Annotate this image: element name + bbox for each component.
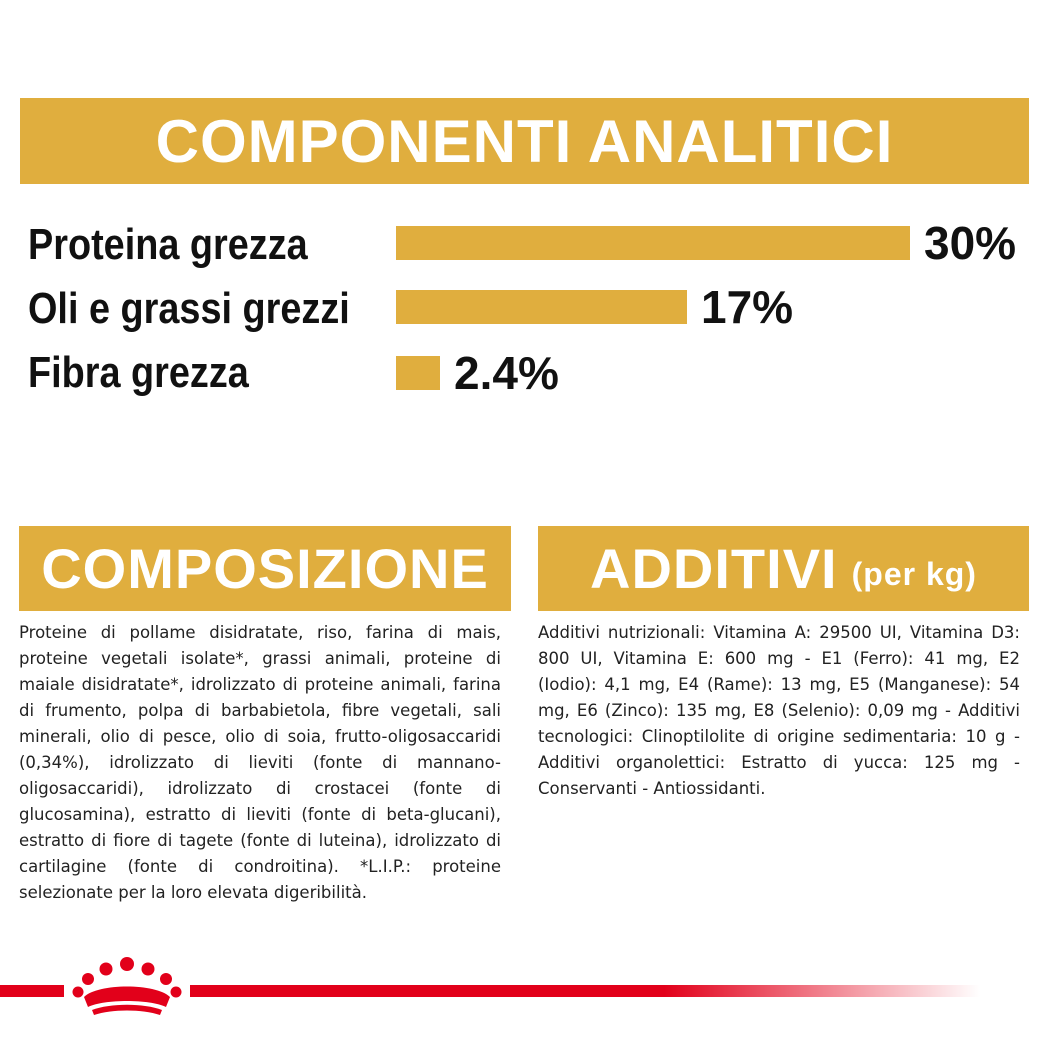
analytic-label-fat: Oli e grassi grezzi [28,284,350,333]
crown-icon [70,955,184,1017]
analytic-value-fibre: 2.4% [454,347,559,399]
analytic-bar-fat [396,290,687,324]
analytic-components-banner [20,98,1029,184]
analytic-label-fibre: Fibra grezza [28,348,249,397]
analytic-label-protein: Proteina grezza [28,220,308,269]
brand-line-right [190,985,980,997]
composition-banner [19,526,511,611]
additives-banner [538,526,1029,611]
additives-subtitle: (per kg) [851,556,977,592]
analytic-bar-fibre [396,356,440,390]
additives-title: ADDITIVI [590,537,838,600]
analytic-value-fat: 17% [701,281,794,333]
analytic-components-title: COMPONENTI ANALITICI [155,107,894,175]
composition-title: COMPOSIZIONE [41,537,489,600]
composition-text: Proteine di pollame disidratate, riso, farina di mais, proteine vegetali isolate*, grassi animali, proteine di maiale disidratate*, idrolizzato di proteine animali, farina di frumento, polpa di barbabietola, fibre vegetali, sali minerali, olio di pesce, olio di soia, frutto-oligosaccaridi (0,34%), idrolizzato di lieviti (fonte di mannano-oligosaccaridi), idrolizzato di crostacei (fonte di glucosamina), estratto di lieviti (fonte di beta-glucani), estratto di fiore di tagete (fonte di luteina), idrolizzato di cartilagine (fonte di condroitina). *L.I.P.: proteine selezionate per la loro elevata digeribilità. [19,623,501,902]
analytic-value-protein: 30% [924,217,1017,269]
analytic-bar-protein [396,226,910,260]
additives-text: Additivi nutrizionali: Vitamina A: 29500 UI, Vitamina D3: 800 UI, Vitamina E: 600 mg - E1 (Ferro): 41 mg, E2 (Iodio): 4,1 mg, E4 (Rame): 13 mg, E5 (Manganese): 54 mg, E6 (Zinco): 135 mg, E8 (Selenio): 0,09 mg - Additivi tecnologici: Clinoptilolite di origine sedimentaria: 10 g - Additivi organolettici: Estratto di yucca: 125 mg - Conservanti - Antiossidanti. [538,623,1020,798]
brand-line-left [0,985,64,997]
